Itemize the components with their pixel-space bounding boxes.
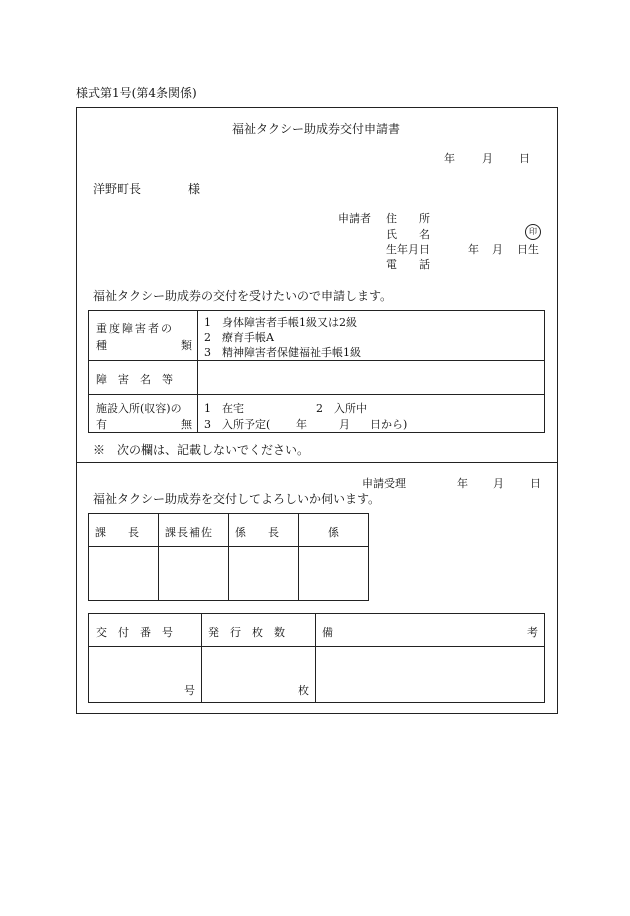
approval-sentence: 福祉タクシー助成券を交付してよろしいか伺います。 bbox=[93, 492, 381, 506]
application-table bbox=[88, 310, 545, 433]
issue-number-field[interactable] bbox=[89, 647, 202, 703]
disability-type-options-cell[interactable] bbox=[198, 311, 545, 361]
facility-label-2a: 有 bbox=[96, 418, 107, 431]
approval-header-section-chief bbox=[229, 514, 299, 547]
birth-day: 日生 bbox=[517, 243, 539, 256]
remarks-header-text-2: 考 bbox=[527, 626, 538, 639]
addressee-honorific: 様 bbox=[188, 182, 201, 196]
approval-header-staff bbox=[299, 514, 369, 547]
office-use-note: ※ 次の欄は、記載しないでください。 bbox=[93, 443, 310, 457]
disability-type-label-1: 重度障害者の bbox=[96, 322, 174, 335]
section-divider bbox=[76, 462, 558, 463]
facility-option-3-year: 年 bbox=[296, 418, 307, 431]
facility-option-3-month: 月 bbox=[339, 418, 350, 431]
disability-type-label-2a: 種 bbox=[96, 339, 107, 352]
request-sentence: 福祉タクシー助成券の交付を受けたいので申請します。 bbox=[93, 289, 393, 303]
receipt-day: 日 bbox=[530, 477, 541, 490]
birth-month: 月 bbox=[492, 243, 503, 256]
birth-year: 年 bbox=[468, 243, 479, 256]
remarks-header bbox=[316, 614, 545, 647]
facility-option-3-suffix: 日から) bbox=[370, 418, 408, 431]
approval-stamp-deputy[interactable] bbox=[159, 547, 229, 601]
disability-option-1: 1 身体障害者手帳1級又は2級 bbox=[204, 316, 357, 329]
approval-header-deputy bbox=[159, 514, 229, 547]
issue-count-unit: 枚 bbox=[298, 684, 309, 697]
remarks-header-text-1: 備 bbox=[322, 626, 333, 639]
applicant-name-label: 氏 名 bbox=[386, 228, 430, 241]
issue-number-header bbox=[89, 614, 202, 647]
facility-option-2: 2 入所中 bbox=[316, 402, 367, 415]
approval-header-deputy-text: 課長補佐 bbox=[165, 526, 213, 539]
applicant-birth-label: 生年月日 bbox=[386, 243, 430, 256]
seal-mark: 印 bbox=[525, 224, 541, 240]
facility-label-cell bbox=[89, 395, 198, 433]
approval-header-chief bbox=[89, 514, 159, 547]
applicant-address-label: 住 所 bbox=[386, 212, 430, 225]
issue-number-unit: 号 bbox=[184, 684, 195, 697]
disability-name-field[interactable] bbox=[198, 361, 545, 395]
approval-stamp-section-chief[interactable] bbox=[229, 547, 299, 601]
applicant-phone-label: 電 話 bbox=[386, 258, 430, 271]
disability-option-2: 2 療育手帳A bbox=[204, 331, 274, 344]
date-year: 年 bbox=[444, 152, 455, 165]
approval-table bbox=[88, 513, 369, 601]
date-month: 月 bbox=[482, 152, 493, 165]
disability-option-3: 3 精神障害者保健福祉手帳1級 bbox=[204, 346, 361, 359]
form-number: 様式第1号(第4条関係) bbox=[76, 86, 197, 100]
receipt-label: 申請受理 bbox=[362, 477, 406, 490]
issue-count-header bbox=[202, 614, 316, 647]
issue-number-header-text: 交 付 番 号 bbox=[96, 626, 173, 639]
receipt-month: 月 bbox=[493, 477, 504, 490]
remarks-field[interactable] bbox=[316, 647, 545, 703]
facility-label-2b: 無 bbox=[181, 418, 192, 431]
facility-options-cell[interactable] bbox=[198, 395, 545, 433]
issue-table bbox=[88, 613, 545, 703]
applicant-label: 申請者 bbox=[338, 212, 371, 225]
form-title: 福祉タクシー助成券交付申請書 bbox=[232, 122, 401, 136]
addressee-name: 洋野町長 bbox=[93, 182, 142, 196]
disability-type-label-2b: 類 bbox=[181, 339, 192, 352]
approval-stamp-chief[interactable] bbox=[89, 547, 159, 601]
disability-type-label-cell bbox=[89, 311, 198, 361]
facility-label-1: 施設入所(収容)の bbox=[96, 402, 182, 415]
approval-stamp-staff[interactable] bbox=[299, 547, 369, 601]
facility-option-1: 1 在宅 bbox=[204, 402, 244, 415]
approval-header-staff-text: 係 bbox=[328, 526, 339, 539]
issue-count-field[interactable] bbox=[202, 647, 316, 703]
approval-header-chief-text: 課 長 bbox=[95, 526, 139, 539]
disability-name-label-cell bbox=[89, 361, 198, 395]
receipt-year: 年 bbox=[457, 477, 468, 490]
date-day: 日 bbox=[519, 152, 530, 165]
issue-count-header-text: 発 行 枚 数 bbox=[208, 626, 285, 639]
facility-option-3-prefix: 3 入所予定( bbox=[204, 418, 271, 431]
disability-name-label: 障 害 名 等 bbox=[96, 373, 173, 386]
approval-header-section-chief-text: 係 長 bbox=[235, 526, 279, 539]
